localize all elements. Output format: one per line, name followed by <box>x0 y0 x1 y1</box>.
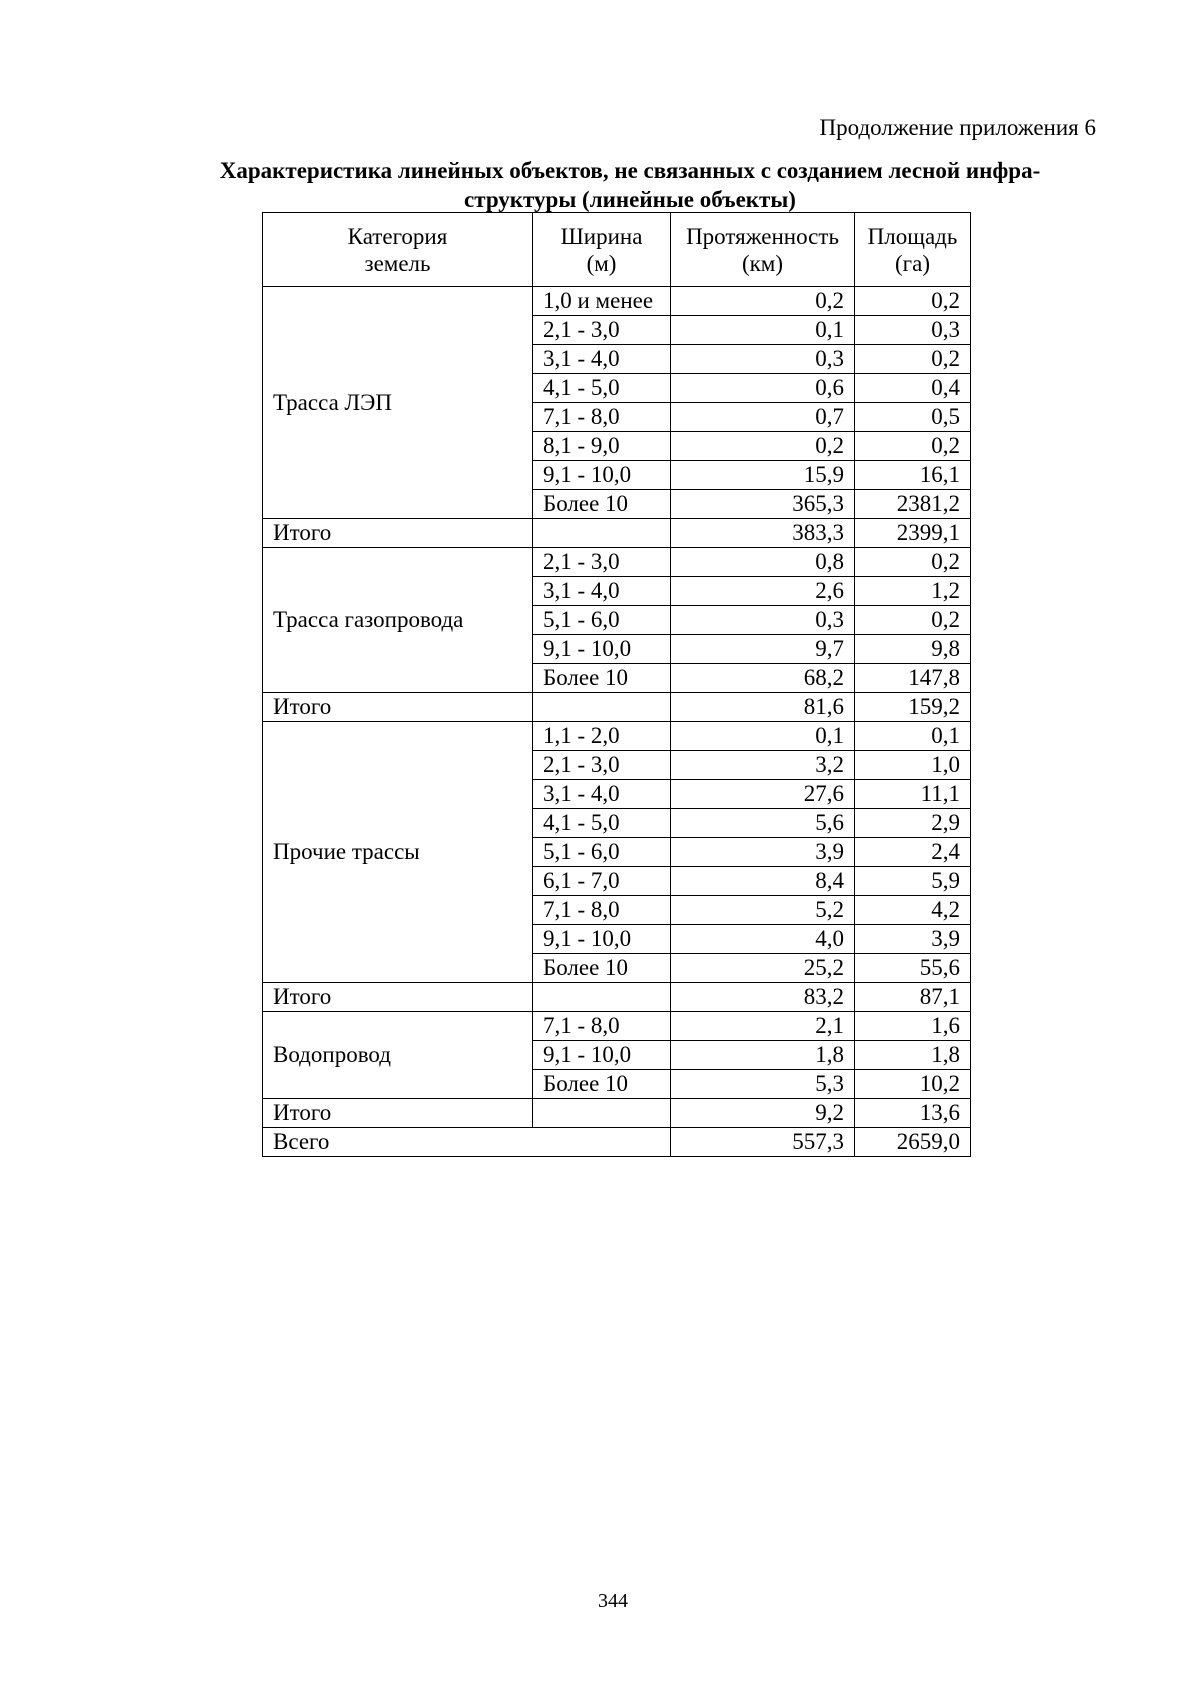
length-cell: 68,2 <box>671 664 855 693</box>
length-cell: 1,8 <box>671 1041 855 1070</box>
subtotal-row <box>263 1099 971 1128</box>
column-header-area-line-1: Площадь <box>867 223 958 249</box>
column-header-length <box>671 213 855 287</box>
table-title-line-2: структуры (линейные объекты) <box>464 187 796 212</box>
length-cell: 0,8 <box>671 548 855 577</box>
column-header-area-line-2: (га) <box>895 250 930 276</box>
length-cell: 0,2 <box>671 287 855 316</box>
table-row <box>263 287 971 316</box>
subtotal-length: 9,2 <box>671 1099 855 1128</box>
length-cell: 3,2 <box>671 751 855 780</box>
category-cell: Водопровод <box>263 1012 533 1099</box>
area-cell: 2,9 <box>855 809 971 838</box>
width-cell: Более 10 <box>533 664 671 693</box>
area-cell: 0,4 <box>855 374 971 403</box>
width-cell: 3,1 - 4,0 <box>533 345 671 374</box>
subtotal-label: Итого <box>263 519 533 548</box>
length-cell: 0,2 <box>671 432 855 461</box>
width-cell: 4,1 - 5,0 <box>533 809 671 838</box>
subtotal-length: 383,3 <box>671 519 855 548</box>
grand-total-area: 2659,0 <box>855 1128 971 1157</box>
area-cell: 10,2 <box>855 1070 971 1099</box>
area-cell: 1,2 <box>855 577 971 606</box>
width-cell: 4,1 - 5,0 <box>533 374 671 403</box>
grand-total-length: 557,3 <box>671 1128 855 1157</box>
area-cell: 0,3 <box>855 316 971 345</box>
table-title-line-1: Характеристика линейных объектов, не связанных с созданием лесной инфра- <box>219 158 1041 183</box>
column-header-width-line-2: (м) <box>586 250 617 276</box>
area-cell: 1,8 <box>855 1041 971 1070</box>
area-cell: 1,6 <box>855 1012 971 1041</box>
area-cell: 1,0 <box>855 751 971 780</box>
width-cell: 6,1 - 7,0 <box>533 867 671 896</box>
length-cell: 0,3 <box>671 345 855 374</box>
length-cell: 25,2 <box>671 954 855 983</box>
subtotal-label: Итого <box>263 1099 533 1128</box>
length-cell: 0,3 <box>671 606 855 635</box>
length-cell: 8,4 <box>671 867 855 896</box>
category-cell: Прочие трассы <box>263 722 533 983</box>
width-cell: 2,1 - 3,0 <box>533 548 671 577</box>
width-cell: 5,1 - 6,0 <box>533 606 671 635</box>
length-cell: 27,6 <box>671 780 855 809</box>
column-header-width-line-1: Ширина <box>560 223 643 249</box>
length-cell: 0,7 <box>671 403 855 432</box>
area-cell: 9,8 <box>855 635 971 664</box>
width-cell-empty <box>533 519 671 548</box>
header-row <box>263 213 971 287</box>
table-title <box>190 156 1070 214</box>
width-cell: 7,1 - 8,0 <box>533 1012 671 1041</box>
area-cell: 16,1 <box>855 461 971 490</box>
area-cell: 2381,2 <box>855 490 971 519</box>
table-row <box>263 1012 971 1041</box>
width-cell-empty <box>533 693 671 722</box>
width-cell-empty <box>533 1099 671 1128</box>
column-header-category-line-1: Категория <box>347 223 448 249</box>
width-cell: 3,1 - 4,0 <box>533 577 671 606</box>
subtotal-area: 159,2 <box>855 693 971 722</box>
area-cell: 0,5 <box>855 403 971 432</box>
length-cell: 0,6 <box>671 374 855 403</box>
category-cell: Трасса газопровода <box>263 548 533 693</box>
area-cell: 0,2 <box>855 432 971 461</box>
length-cell: 4,0 <box>671 925 855 954</box>
width-cell: Более 10 <box>533 1070 671 1099</box>
column-header-area <box>855 213 971 287</box>
column-header-width <box>533 213 671 287</box>
length-cell: 3,9 <box>671 838 855 867</box>
width-cell: 5,1 - 6,0 <box>533 838 671 867</box>
width-cell: Более 10 <box>533 490 671 519</box>
width-cell: 9,1 - 10,0 <box>533 635 671 664</box>
width-cell: 2,1 - 3,0 <box>533 751 671 780</box>
area-cell: 3,9 <box>855 925 971 954</box>
length-cell: 9,7 <box>671 635 855 664</box>
length-cell: 15,9 <box>671 461 855 490</box>
width-cell: 3,1 - 4,0 <box>533 780 671 809</box>
area-cell: 0,2 <box>855 345 971 374</box>
area-cell: 0,2 <box>855 606 971 635</box>
grand-total-label: Всего <box>263 1128 671 1157</box>
subtotal-row <box>263 693 971 722</box>
width-cell: 1,0 и менее <box>533 287 671 316</box>
width-cell-empty <box>533 983 671 1012</box>
length-cell: 0,1 <box>671 722 855 751</box>
width-cell: 9,1 - 10,0 <box>533 925 671 954</box>
width-cell: 9,1 - 10,0 <box>533 461 671 490</box>
area-cell: 0,2 <box>855 548 971 577</box>
appendix-note: Продолжение приложения 6 <box>819 115 1096 140</box>
column-header-category <box>263 213 533 287</box>
column-header-length-line-1: Протяженность <box>686 223 839 249</box>
table-row <box>263 722 971 751</box>
grand-total-row <box>263 1128 971 1157</box>
column-header-category-line-2: земель <box>364 250 431 276</box>
subtotal-length: 81,6 <box>671 693 855 722</box>
length-cell: 2,6 <box>671 577 855 606</box>
area-cell: 0,1 <box>855 722 971 751</box>
width-cell: Более 10 <box>533 954 671 983</box>
width-cell: 9,1 - 10,0 <box>533 1041 671 1070</box>
subtotal-area: 87,1 <box>855 983 971 1012</box>
subtotal-area: 13,6 <box>855 1099 971 1128</box>
area-cell: 55,6 <box>855 954 971 983</box>
width-cell: 1,1 - 2,0 <box>533 722 671 751</box>
subtotal-length: 83,2 <box>671 983 855 1012</box>
area-cell: 11,1 <box>855 780 971 809</box>
area-cell: 5,9 <box>855 867 971 896</box>
width-cell: 7,1 - 8,0 <box>533 896 671 925</box>
width-cell: 2,1 - 3,0 <box>533 316 671 345</box>
area-cell: 147,8 <box>855 664 971 693</box>
subtotal-row <box>263 519 971 548</box>
category-cell: Трасса ЛЭП <box>263 287 533 519</box>
linear-objects-table <box>262 212 971 1157</box>
width-cell: 7,1 - 8,0 <box>533 403 671 432</box>
area-cell: 0,2 <box>855 287 971 316</box>
length-cell: 5,2 <box>671 896 855 925</box>
area-cell: 4,2 <box>855 896 971 925</box>
subtotal-row <box>263 983 971 1012</box>
column-header-length-line-2: (км) <box>741 250 784 276</box>
subtotal-label: Итого <box>263 983 533 1012</box>
length-cell: 0,1 <box>671 316 855 345</box>
subtotal-area: 2399,1 <box>855 519 971 548</box>
width-cell: 8,1 - 9,0 <box>533 432 671 461</box>
area-cell: 2,4 <box>855 838 971 867</box>
length-cell: 365,3 <box>671 490 855 519</box>
subtotal-label: Итого <box>263 693 533 722</box>
length-cell: 5,3 <box>671 1070 855 1099</box>
length-cell: 2,1 <box>671 1012 855 1041</box>
table-row <box>263 548 971 577</box>
page-number: 344 <box>598 1590 628 1612</box>
length-cell: 5,6 <box>671 809 855 838</box>
